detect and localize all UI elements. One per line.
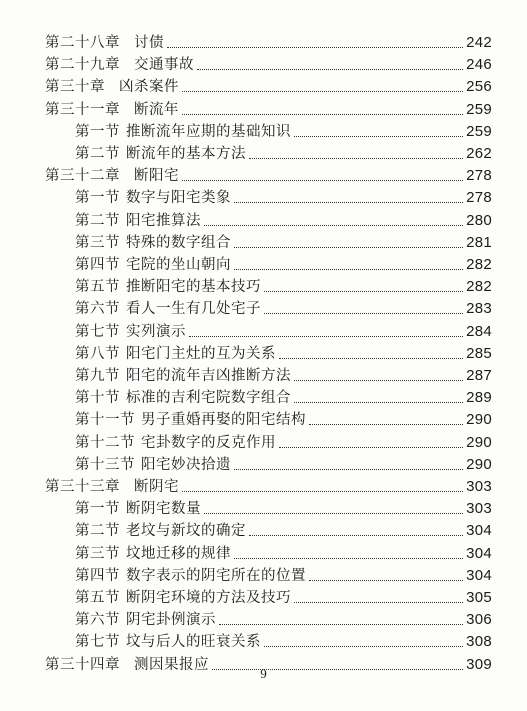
toc-entry-label: 第三节 <box>75 234 120 251</box>
toc-entry-label: 第十三节 <box>75 456 135 473</box>
toc-entry-section[interactable] <box>75 430 492 452</box>
toc-entry-section[interactable] <box>75 296 492 318</box>
toc-entry-chapter[interactable] <box>45 163 492 185</box>
toc-entry-section[interactable] <box>75 363 492 385</box>
toc-entry-label: 第六节 <box>75 612 120 629</box>
toc-entry-label: 第九节 <box>75 368 120 384</box>
dot-leader <box>294 380 463 381</box>
toc-entry-page: 283 <box>466 300 492 318</box>
toc-entry-title: 阳宅的流年吉凶推断方法 <box>126 368 291 384</box>
dot-leader <box>309 580 463 581</box>
toc-entry-label: 第四节 <box>75 257 120 273</box>
toc-entry-label: 第七节 <box>75 634 120 651</box>
toc-entry-label: 第三十二章 <box>45 168 120 185</box>
dot-leader <box>182 180 463 181</box>
dot-leader <box>182 114 463 115</box>
toc-entry-section[interactable] <box>75 141 492 163</box>
toc-entry-title: 推断流年应期的基础知识 <box>126 123 291 140</box>
toc-entry-label: 第二节 <box>75 212 120 229</box>
toc-entry-label: 第一节 <box>75 123 120 140</box>
dot-leader <box>294 602 463 603</box>
toc-entry-page: 304 <box>466 544 492 562</box>
toc-entry-page: 290 <box>466 433 492 451</box>
toc-entry-section[interactable] <box>75 585 492 607</box>
toc-entry-page: 303 <box>466 500 492 518</box>
toc-entry-title: 数字与阳宅类象 <box>126 190 231 207</box>
toc-entry-label: 第五节 <box>75 279 120 296</box>
toc-entry-section[interactable] <box>75 341 492 363</box>
toc-entry-page: 308 <box>466 633 492 651</box>
toc-entry-page: 281 <box>466 233 492 251</box>
toc-entry-title: 推断阳宅的基本技巧 <box>126 279 261 296</box>
toc-entry-page: 284 <box>466 322 492 340</box>
toc-entry-page: 246 <box>466 56 492 74</box>
toc-entry-section[interactable] <box>75 119 492 141</box>
toc-entry-label: 第二节 <box>75 146 120 162</box>
toc-entry-page: 259 <box>466 122 492 140</box>
toc-entry-section[interactable] <box>75 252 492 274</box>
toc-entry-page: 304 <box>466 566 492 584</box>
toc-entry-page: 282 <box>466 278 492 296</box>
toc-entry-title: 坟与后人的旺衰关系 <box>126 634 261 651</box>
toc-entry-title: 宅院的坐山朝向 <box>126 257 231 273</box>
dot-leader <box>234 202 463 203</box>
dot-leader <box>294 402 463 403</box>
toc-entry-chapter[interactable] <box>45 30 492 52</box>
toc-entry-section[interactable] <box>75 385 492 407</box>
toc-entry-title: 看人一生有几处宅子 <box>126 301 261 318</box>
toc-entry-page: 290 <box>466 411 492 429</box>
toc-entry-page: 309 <box>466 655 492 673</box>
toc-entry-label: 第三十四章 <box>45 656 120 673</box>
toc-entry-title: 断流年 <box>134 101 179 118</box>
toc-entry-label: 第三十三章 <box>45 479 120 495</box>
toc-entry-label: 第十节 <box>75 390 120 407</box>
toc-entry-label: 第一节 <box>75 190 120 207</box>
toc-entry-page: 282 <box>466 256 492 273</box>
toc-entry-section[interactable] <box>75 407 492 429</box>
toc-entry-page: 262 <box>466 145 492 162</box>
toc-entry-page: 290 <box>466 455 492 473</box>
toc-entry-page: 278 <box>466 189 492 207</box>
page-number: 9 <box>260 666 267 681</box>
dot-leader <box>249 535 463 536</box>
toc-entry-label: 第二十八章 <box>45 35 120 51</box>
toc-entry-title: 断阳宅 <box>134 168 179 185</box>
toc-entry-label: 第四节 <box>75 567 120 584</box>
toc-entry-label: 第三十一章 <box>45 101 120 118</box>
toc-entry-chapter[interactable] <box>45 74 492 96</box>
toc-entry-title: 断阴宅 <box>134 479 179 495</box>
dot-leader <box>182 491 463 492</box>
toc-entry-page: 280 <box>466 211 492 229</box>
toc-entry-label: 第十一节 <box>75 412 135 429</box>
toc-entry-title: 凶杀案件 <box>119 79 179 96</box>
dot-leader <box>234 269 463 270</box>
toc-entry-title: 阳宅门主灶的互为关系 <box>126 345 276 362</box>
toc-entry-label: 第十二节 <box>75 434 135 451</box>
dot-leader <box>204 513 463 514</box>
toc-entry-section[interactable] <box>75 208 492 230</box>
toc-entry-title: 阳宅妙决拾遗 <box>141 456 231 473</box>
toc-entry-section[interactable] <box>75 629 492 651</box>
toc-entry-section[interactable] <box>75 452 492 474</box>
dot-leader <box>234 558 463 559</box>
toc-entry-section[interactable] <box>75 274 492 296</box>
toc-entry-title: 数字表示的阴宅所在的位置 <box>126 567 306 584</box>
toc-entry-title: 断流年的基本方法 <box>126 146 246 162</box>
toc-entry-chapter[interactable] <box>45 97 492 119</box>
toc-entry-label: 第二十九章 <box>45 57 120 74</box>
toc-entry-title: 断阴宅环境的方法及技巧 <box>126 590 291 606</box>
dot-leader <box>264 291 463 292</box>
dot-leader <box>264 646 463 647</box>
toc-entry-title: 断阴宅数量 <box>126 501 201 518</box>
dot-leader <box>234 247 463 248</box>
dot-leader <box>279 447 463 448</box>
dot-leader <box>167 47 463 48</box>
dot-leader <box>234 469 463 470</box>
toc-entry-title: 标准的吉利宅院数字组合 <box>126 390 291 407</box>
toc-entry-title: 宅卦数字的反克作用 <box>141 434 276 451</box>
toc-entry-page: 289 <box>466 389 492 407</box>
toc-entry-section[interactable] <box>75 541 492 563</box>
toc-entry-label: 第七节 <box>75 323 120 340</box>
toc-entry-title: 阳宅推算法 <box>126 212 201 229</box>
dot-leader <box>309 424 463 425</box>
dot-leader <box>182 91 463 92</box>
dot-leader <box>249 158 463 159</box>
dot-leader <box>219 624 463 625</box>
dot-leader <box>279 358 463 359</box>
toc-entry-label: 第三十章 <box>45 79 105 96</box>
toc-entry-title: 实列演示 <box>126 323 186 340</box>
toc-entry-chapter[interactable] <box>45 474 492 496</box>
toc-entry-section[interactable] <box>75 563 492 585</box>
toc-entry-section[interactable] <box>75 518 492 540</box>
toc-entry-label: 第五节 <box>75 590 120 606</box>
toc-entry-label: 第一节 <box>75 501 120 518</box>
toc-entry-label: 第三节 <box>75 545 120 562</box>
toc-entry-title: 阴宅卦例演示 <box>126 612 216 629</box>
toc-entry-page: 305 <box>466 589 492 606</box>
toc-entry-page: 287 <box>466 367 492 384</box>
toc-entry-page: 306 <box>466 611 492 629</box>
toc-entry-label: 第八节 <box>75 345 120 362</box>
dot-leader <box>294 136 463 137</box>
toc-entry-label: 第六节 <box>75 301 120 318</box>
toc-entry-page: 303 <box>466 478 492 495</box>
dot-leader <box>264 313 463 314</box>
toc-entry-page: 256 <box>466 78 492 96</box>
toc-entry-section[interactable] <box>75 607 492 629</box>
toc-entry-section[interactable] <box>75 496 492 518</box>
toc-entry-title: 老坟与新坟的确定 <box>126 523 246 540</box>
dot-leader <box>204 225 463 226</box>
toc-entry-section[interactable] <box>75 230 492 252</box>
toc-entry-chapter[interactable] <box>45 52 492 74</box>
toc-entry-page: 278 <box>466 167 492 185</box>
toc-entry-label: 第二节 <box>75 523 120 540</box>
toc-entry-title: 特殊的数字组合 <box>126 234 231 251</box>
toc-entry-page: 285 <box>466 344 492 362</box>
toc-entry-page: 304 <box>466 522 492 540</box>
dot-leader <box>197 69 463 70</box>
toc-entry-section[interactable] <box>75 185 492 207</box>
toc-entry-section[interactable] <box>75 319 492 341</box>
toc-entry-title: 坟地迁移的规律 <box>126 545 231 562</box>
toc-entry-page: 259 <box>466 100 492 118</box>
toc-entry-title: 测因果报应 <box>134 656 209 673</box>
toc-entry-title: 交通事故 <box>134 57 194 74</box>
toc-entry-title: 讨债 <box>134 35 164 51</box>
toc-entry-page: 242 <box>466 34 492 51</box>
dot-leader <box>189 336 463 337</box>
toc-entry-title: 男子重婚再娶的阳宅结构 <box>141 412 306 429</box>
